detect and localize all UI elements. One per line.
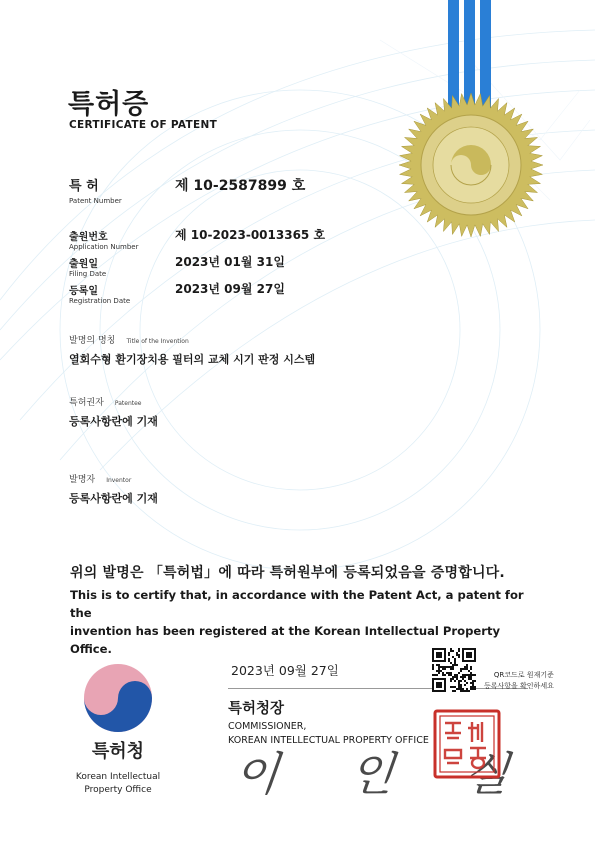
registration-date-value: 2023년 09월 27일 — [175, 282, 285, 296]
signature-divider — [228, 688, 528, 689]
signature: 이 인 실 — [231, 747, 540, 801]
filing-date-label — [69, 255, 106, 278]
application-label-en: Application Number — [69, 243, 139, 251]
patent-label-en: Patent Number — [69, 197, 122, 205]
page-title: 특허증 — [68, 89, 150, 120]
registration-label-ko: 등록일 — [69, 286, 98, 297]
qr-text-line-2: 등록사항을 확인하세요 — [484, 682, 554, 690]
inventor-label-ko: 발명자 — [69, 475, 96, 485]
invention-title-value: 열회수형 환기장치용 필터의 교체 시기 판정 시스템 — [69, 353, 316, 366]
commissioner-en-line-1: COMMISSIONER, — [228, 721, 307, 732]
invention-section — [69, 328, 315, 367]
inventor-label-en: Inventor — [106, 477, 132, 484]
kipo-logo-icon — [80, 660, 156, 736]
certification-en-line-1: This is to certify that, in accordance with the Patent Act, a patent for the — [70, 588, 524, 620]
patent-number-label — [69, 175, 122, 205]
filing-date-value: 2023년 01월 31일 — [175, 255, 285, 269]
commissioner-title-ko: 특허청장 — [228, 701, 285, 717]
filing-label-en: Filing Date — [69, 270, 107, 278]
patent-number-value: 제 10-2587899 호 — [175, 178, 306, 194]
patentee-label-en: Patentee — [114, 400, 142, 407]
invention-label-ko: 발명의 명칭 — [69, 336, 116, 346]
official-stamp-icon — [432, 708, 502, 780]
page-subtitle: CERTIFICATE OF PATENT — [69, 119, 218, 131]
office-name-en-line-1: Korean Intellectual — [75, 772, 161, 782]
gold-seal-icon — [396, 90, 546, 240]
certification-statement-ko: 위의 발명은 「특허법」에 따라 특허원부에 등록되었음을 증명합니다. — [70, 565, 505, 581]
certification-en-line-2: invention has been registered at the Korean Intellectual Property Office. — [70, 624, 501, 656]
patent-label-ko: 특 허 — [69, 179, 99, 194]
inventor-section — [69, 467, 158, 506]
inventor-value: 등록사항란에 기재 — [69, 492, 158, 505]
patentee-section — [69, 390, 158, 429]
office-name-ko: 특허청 — [91, 741, 145, 762]
filing-label-ko: 출원일 — [69, 259, 98, 270]
commissioner-en-line-2: KOREAN INTELLECTUAL PROPERTY OFFICE — [228, 735, 429, 746]
qr-code-icon[interactable] — [432, 648, 476, 692]
qr-text-line-1: QR코드로 원재기준 — [493, 671, 554, 679]
issue-date: 2023년 09월 27일 — [231, 663, 339, 678]
registration-date-label — [69, 282, 130, 305]
application-number-label — [69, 228, 138, 251]
qr-instructions — [484, 670, 554, 692]
office-name-en — [60, 771, 176, 797]
invention-label-en: Title of the Invention — [126, 338, 189, 345]
registration-label-en: Registration Date — [69, 297, 131, 305]
patentee-value: 등록사항란에 기재 — [69, 415, 158, 428]
application-number-value: 제 10-2023-0013365 호 — [175, 228, 326, 242]
application-label-ko: 출원번호 — [69, 232, 108, 243]
patentee-label-ko: 특허권자 — [69, 398, 104, 408]
office-name-en-line-2: Property Office — [84, 785, 152, 795]
